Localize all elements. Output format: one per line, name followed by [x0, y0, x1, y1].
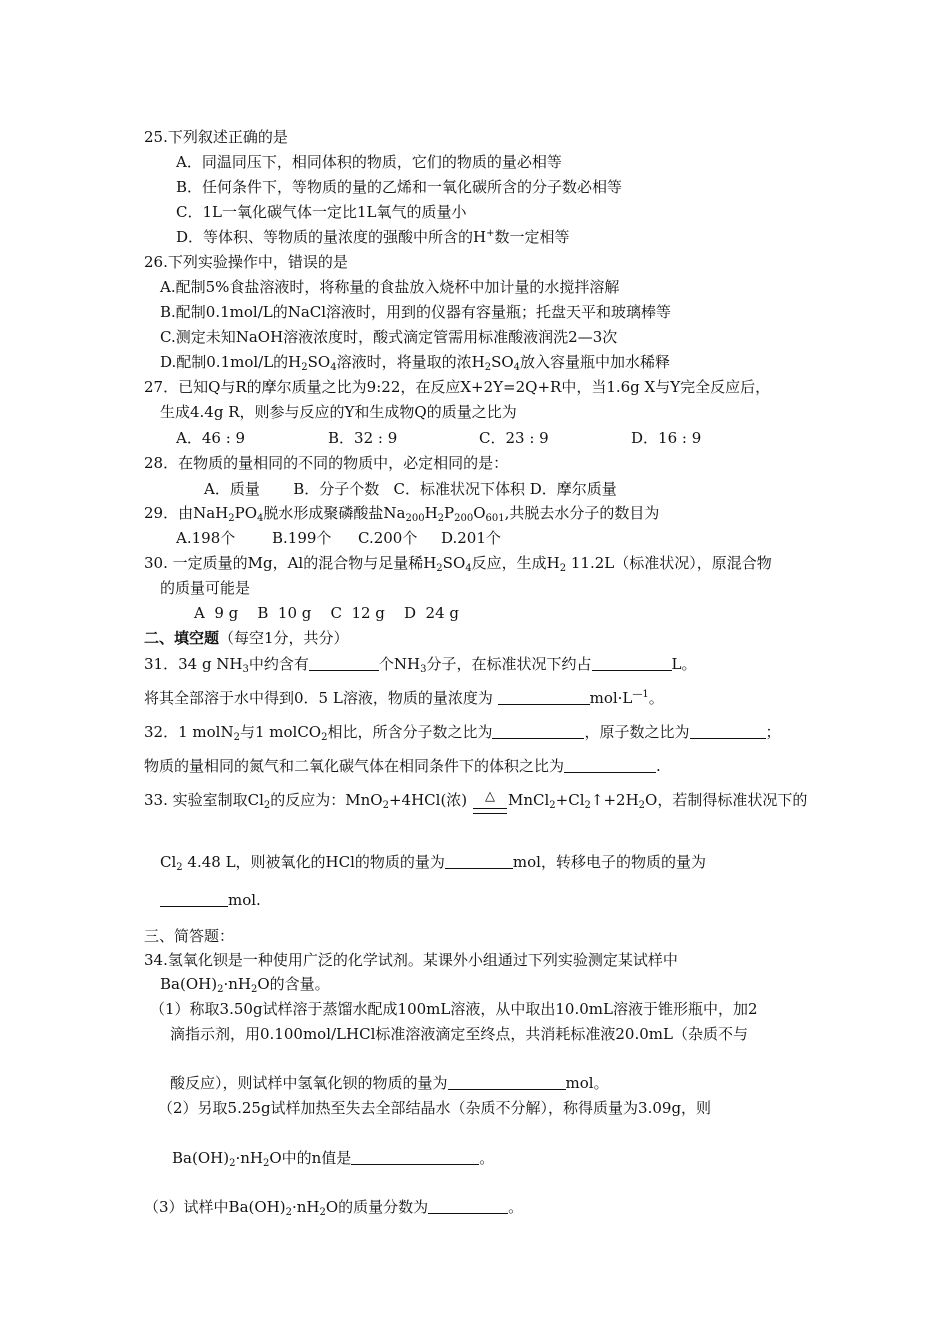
q25-option-a	[176, 152, 562, 172]
q28-stem	[144, 453, 508, 473]
q30-s3: 2	[559, 563, 567, 574]
q27-stem1-text: 27．已知Q与R的摩尔质量之比为9:22，在反应X+2Y=2Q+R中，当1.6g X与Y完全反应后，	[144, 378, 771, 396]
q27-option-c	[479, 428, 549, 448]
q32-blank-2[interactable]	[690, 724, 766, 739]
q34-stem1: 34.氢氧化钡是一种使用广泛的化学试剂。某课外小组通过下列实验测定某试样中	[144, 951, 678, 969]
q29-s1: 2	[228, 513, 235, 524]
q34-p3c: O的质量分数为	[325, 1198, 429, 1216]
q34-part2-line2	[172, 1148, 494, 1168]
q34-part1-line3	[170, 1073, 609, 1093]
q33-l2s: 2	[176, 862, 183, 873]
q32-s1: 2	[233, 732, 240, 743]
q34-stem2s2: 2	[250, 984, 258, 995]
q32-blank-1[interactable]	[492, 724, 584, 739]
q34-p3s: 2	[285, 1207, 292, 1218]
q33-p1: 33. 实验室制取Cl	[144, 791, 264, 809]
q30-p1: 30. 一定质量的Mg，Al的混合物与足量稀H	[144, 554, 437, 572]
q32-p2: 与1 molCO	[239, 723, 322, 741]
q32-s2: 2	[321, 732, 328, 743]
q29-stem	[144, 503, 659, 523]
q31-line2b: mol·L	[589, 689, 633, 707]
q26-d-part5: 放入容量瓶中加水稀释	[520, 353, 671, 371]
q33-line1-right	[508, 790, 807, 810]
q28-options	[204, 479, 617, 499]
q33-s4: 2	[549, 800, 556, 811]
section2-header	[144, 628, 349, 648]
q26-d-part1: D.配制0.1mol/L的H	[160, 353, 302, 371]
q33-blank-2[interactable]	[160, 892, 228, 907]
q32-line2	[144, 756, 661, 776]
q26-option-a	[160, 277, 619, 297]
q34-p2-l2c: O中的n值是	[269, 1149, 352, 1167]
q29-s6: 601	[485, 513, 505, 524]
q30-line2-text: 的质量可能是	[160, 579, 251, 597]
q26-option-a-text: A.配制5%食盐溶液时，将称量的食盐放入烧杯中加计量的水搅拌溶解	[160, 278, 620, 296]
q29-p2: PO	[234, 504, 258, 522]
section3-header	[144, 926, 234, 946]
q26-option-d	[160, 352, 670, 372]
q29-option-a	[176, 528, 235, 548]
q26-stem	[144, 252, 348, 272]
q34-part1-line2	[170, 1024, 748, 1044]
q26-d-sub1: 2	[301, 362, 308, 373]
q33-p3: +4HCl(浓)	[388, 791, 468, 809]
q29-option-d-text: D.201个	[441, 529, 501, 547]
q27-option-b	[328, 428, 397, 448]
q25-option-d	[176, 227, 570, 247]
q29-s5: 200	[454, 513, 474, 524]
q29-option-a-text: A.198个	[176, 529, 236, 547]
q30-s1: 2	[436, 563, 443, 574]
q32-blank-3[interactable]	[564, 758, 656, 773]
q34-p2-l2b: ·nH	[235, 1149, 263, 1167]
q34-p3d: 。	[508, 1198, 524, 1216]
q31-line2	[144, 688, 664, 708]
q28-stem-text: 28．在物质的量相同的不同的物质中，必定相同的是：	[144, 454, 509, 472]
q29-option-b	[272, 528, 331, 548]
q33-l2a: Cl	[160, 853, 177, 871]
q32-p3: 相比，所含分子数之比为	[327, 723, 493, 741]
q31-p5: L。	[671, 655, 697, 673]
q31-line2a: 将其全部溶于水中得到0．5 L溶液，物质的量浓度为	[144, 689, 498, 707]
q33-l2c: mol，转移电子的物质的量为	[512, 853, 706, 871]
q33-blank-1[interactable]	[445, 854, 513, 869]
q29-s3: 200	[405, 513, 425, 524]
q29-option-c-text: C.200个	[358, 529, 418, 547]
q34-p2-l2s: 2	[229, 1158, 236, 1169]
q31-p2: 中约含有	[248, 655, 309, 673]
q25-d-post: 数一定相等	[494, 228, 570, 246]
q27-option-b-text: B．32 : 9	[328, 429, 398, 447]
q26-option-b	[160, 302, 671, 322]
q33-p7: O，若制得标准状况下的	[645, 791, 808, 809]
q29-s2: 4	[257, 513, 264, 524]
q29-p1: 29．由NaH	[144, 504, 229, 522]
q31-blank-3[interactable]	[498, 690, 590, 705]
q33-p4: MnCl	[508, 791, 550, 809]
q32-line2: 物质的量相同的氮气和二氧化碳气体在相同条件下的体积之比为	[144, 757, 565, 775]
q34-p1-l1: （1）称取3.50g试样溶于蒸馏水配成100mL溶液，从中取出10.0mL溶液于锥形瓶中，加2	[150, 1000, 758, 1018]
q25-option-b-text: B．任何条件下，等物质的量的乙烯和一氧化碳所含的分子数必相等	[176, 178, 623, 196]
q33-p5: +Cl	[555, 791, 585, 809]
q25-option-c-text: C．1L一氧化碳气体一定比1L氧气的质量小	[176, 203, 467, 221]
q33-l3: mol.	[228, 891, 261, 909]
q29-option-d	[441, 528, 501, 548]
q29-p5: P	[444, 504, 455, 522]
q32-line2end: .	[656, 757, 661, 775]
q34-p3b: ·nH	[291, 1198, 320, 1216]
q34-stem-line1	[144, 950, 678, 970]
q29-p7: ,共脱去水分子的数目为	[504, 504, 660, 522]
q34-p2-l2a: Ba(OH)	[172, 1149, 230, 1167]
q34-blank-3[interactable]	[428, 1199, 508, 1214]
q32-p5: ；	[765, 723, 781, 741]
q25-option-b	[176, 177, 622, 197]
q33-line2	[160, 852, 706, 872]
q31-line2c: 。	[648, 689, 664, 707]
section2-title: 二、填空题	[144, 629, 220, 647]
q33-s1: 2	[263, 800, 271, 811]
q26-stem-text: 26.下列实验操作中，错误的是	[144, 253, 348, 271]
q31-s3: 3	[420, 664, 427, 675]
q26-d-sub3: 2	[484, 362, 492, 373]
q34-p1-l2: 滴指示剂，用0.100mol/LHCl标准溶液滴定至终点，共消耗标准液20.0mL（杂质不与	[170, 1025, 748, 1043]
q34-p2-l2d: 。	[479, 1149, 495, 1167]
q34-p2-l1: （2）另取5.25g试样加热至失去全部结晶水（杂质不分解），称得质量为3.09g，则	[158, 1099, 712, 1117]
q34-part3	[144, 1197, 523, 1217]
q33-line3	[160, 890, 261, 910]
q29-s4: 2	[437, 513, 445, 524]
q31-blank-1[interactable]	[309, 656, 379, 671]
q26-option-c	[160, 327, 617, 347]
reaction-equal-sign	[473, 808, 507, 814]
q29-option-c	[358, 528, 417, 548]
q31-line2sup: —1	[632, 689, 649, 700]
q33-s5: 2	[584, 800, 591, 811]
q33-s6: 2	[638, 800, 646, 811]
q31-p3: 个NH	[378, 655, 421, 673]
q34-blank-2[interactable]	[351, 1150, 479, 1165]
q29-p4: H	[424, 504, 438, 522]
q26-option-b-text: B.配制0.1mol/L的NaCl溶液时，用到的仪器有容量瓶；托盘天平和玻璃棒等	[160, 303, 672, 321]
q26-d-part2: SO	[307, 353, 331, 371]
q33-l2b: 4.48 L，则被氧化的HCl的物质的量为	[182, 853, 445, 871]
q34-stem2c: O的含量。	[257, 975, 330, 993]
q34-blank-1[interactable]	[448, 1075, 566, 1090]
q34-p1-l3b: mol。	[565, 1074, 609, 1092]
q29-p6: O	[473, 504, 486, 522]
q34-p3s2: 2	[319, 1207, 326, 1218]
q27-stem-line2	[160, 402, 517, 422]
q30-options	[194, 603, 459, 623]
q30-p2: SO	[442, 554, 466, 572]
q27-option-a-text: A．46 : 9	[176, 429, 246, 447]
q26-d-part3: 溶液时，将量取的浓H	[336, 353, 485, 371]
q34-p1-l3a: 酸反应），则试样中氢氧化钡的物质的量为	[170, 1074, 448, 1092]
q26-d-part4: SO	[491, 353, 514, 371]
q30-s2: 4	[465, 563, 472, 574]
q27-option-a	[176, 428, 245, 448]
q27-option-d-text: D．16 : 9	[631, 429, 702, 447]
q28-options-text: A．质量 B．分子个数 C．标准状况下体积 D．摩尔质量	[204, 480, 617, 498]
q34-stem2a: Ba(OH)	[160, 975, 218, 993]
q30-options-text: A 9 g B 10 g C 12 g D 24 g	[194, 604, 460, 622]
q34-stem-line2	[160, 974, 330, 994]
q25-option-a-text: A．同温同压下，相同体积的物质，它们的物质的量必相等	[176, 153, 562, 171]
q26-d-sub4: 4	[513, 362, 521, 373]
q32-p1: 32．1 molN	[144, 723, 234, 741]
q25-option-c	[176, 202, 467, 222]
q31-p1: 31．34 g NH	[144, 655, 243, 673]
heat-triangle-icon: △	[485, 789, 495, 804]
q25-stem-text: 25.下列叙述正确的是	[144, 128, 288, 146]
q26-d-sub2: 4	[330, 362, 337, 373]
section3-title: 三、简答题：	[144, 927, 235, 945]
q29-p3: 脱水形成聚磷酸盐Na	[263, 504, 406, 522]
q30-p4: 11.2L（标准状况），原混合物	[566, 554, 772, 572]
q34-part1-line1	[150, 999, 758, 1019]
q29-option-b-text: B.199个	[272, 529, 332, 547]
section2-note: （每空1分，共分）	[219, 629, 349, 647]
q31-p4: 分子，在标准状况下约占	[426, 655, 592, 673]
q27-stem-line1	[144, 377, 770, 397]
q30-stem-line2	[160, 578, 250, 598]
q34-p2-l2s2: 2	[262, 1158, 270, 1169]
q34-stem2s: 2	[217, 984, 224, 995]
q25-d-sup: +	[486, 228, 495, 239]
q31-blank-2[interactable]	[592, 656, 672, 671]
q34-part2-line1	[158, 1098, 711, 1118]
q33-s2: 2	[382, 800, 389, 811]
q25-d-pre: D．等体积、等物质的量浓度的强酸中所含的H	[176, 228, 487, 246]
q31-s1: 3	[242, 664, 249, 675]
q27-option-c-text: C．23 : 9	[479, 429, 549, 447]
q26-option-c-text: C.测定未知NaOH溶液浓度时，酸式滴定管需用标准酸液润洗2—3次	[160, 328, 618, 346]
q25-stem	[144, 127, 288, 147]
q30-stem-line1	[144, 553, 772, 573]
q33-p2: 的反应为：MnO	[270, 791, 383, 809]
q34-stem2b: ·nH	[223, 975, 251, 993]
q32-line1	[144, 722, 781, 742]
q27-option-d	[631, 428, 701, 448]
q30-p3: 反应，生成H	[471, 554, 560, 572]
q33-p6: ↑+2H	[590, 791, 639, 809]
q27-stem2-text: 生成4.4g R，则参与反应的Y和生成物Q的质量之比为	[160, 403, 517, 421]
q34-p3a: （3）试样中Ba(OH)	[144, 1198, 286, 1216]
q32-p4: ，原子数之比为	[584, 723, 690, 741]
q31-line1	[144, 654, 697, 674]
q33-line1-left	[144, 790, 467, 810]
